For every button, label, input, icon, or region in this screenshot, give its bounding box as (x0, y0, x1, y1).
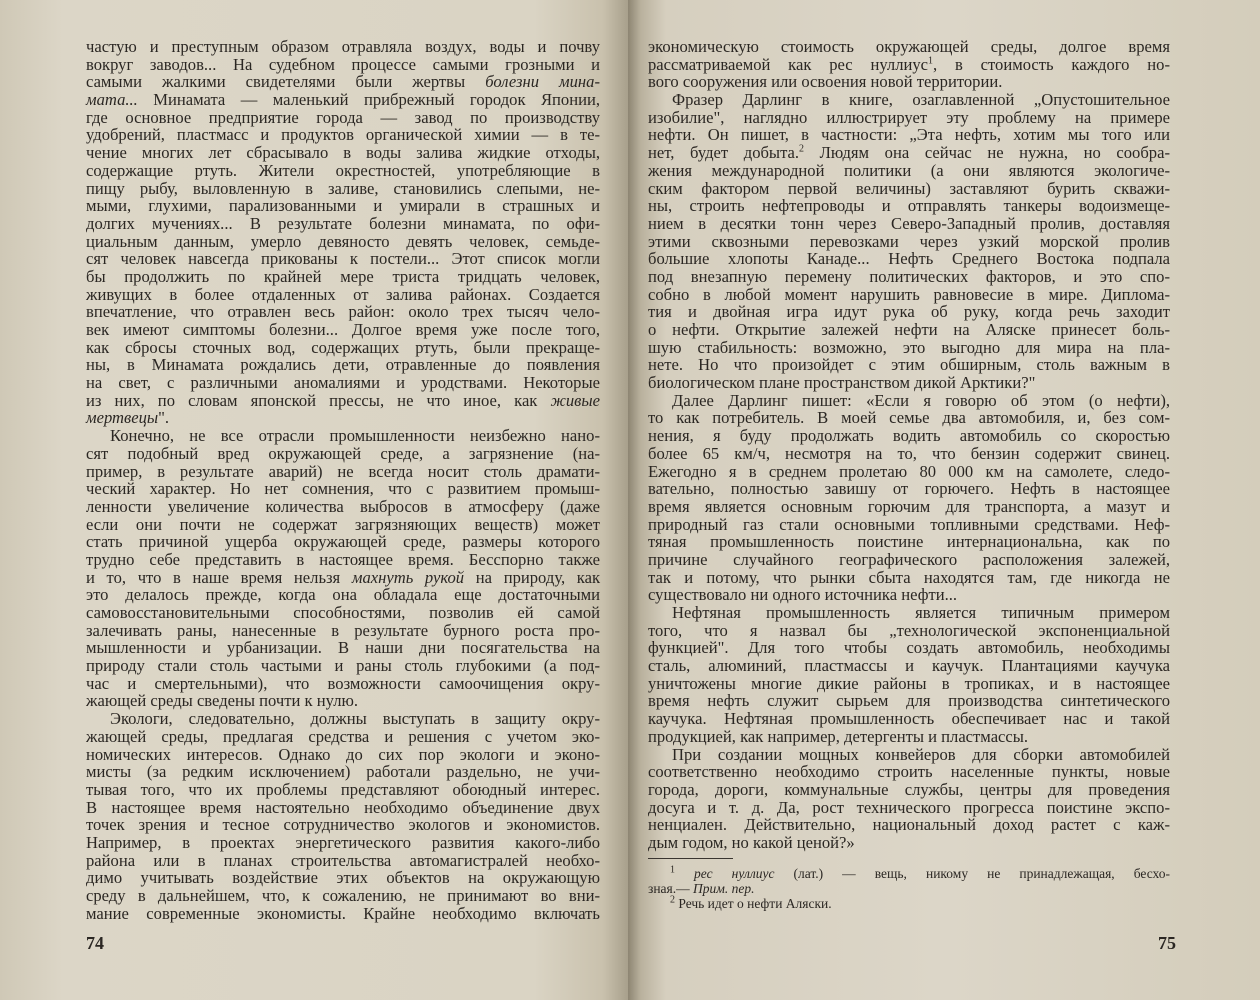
text-run: залечивать раны, нанесенные в результате бурного роста про- (86, 620, 600, 640)
text-run: нет, будет добыта. (648, 143, 800, 163)
text-run: экономическую стоимость окружающей среды, долгое время (648, 37, 1170, 56)
text-run: сят человек навсегда прикованы к постели... Этот список могли (86, 249, 600, 269)
text-line (648, 710, 1170, 728)
text-line (648, 409, 1170, 427)
text-run: и то, что в наше время нельзя (86, 567, 352, 587)
text-run: мышленности и урбанизации. В наши дни посягательства на (86, 638, 600, 658)
text-run: соответственно необходимо строить населенные пункты, новые (648, 762, 1170, 782)
text-line (648, 586, 1170, 604)
text-line (86, 356, 600, 374)
text-line (86, 516, 600, 534)
footnote-1-term: рес нуллиус (694, 866, 775, 881)
text-run: Далее Дарлинг пишет: «Если я говорю об этом (о нефти), (672, 390, 1170, 410)
text-line (86, 56, 600, 74)
text-run: продукцией, как например, детергенты и пластмассы. (648, 726, 1029, 746)
text-line (86, 339, 600, 357)
text-line (648, 144, 1170, 162)
footnote-ref: 2 (799, 143, 805, 155)
text-run: время является основным горючим для транспорта, а мазут и (648, 496, 1170, 516)
text-run: время нефть служит сырьем для производства синтетического (648, 691, 1170, 711)
text-line (86, 321, 600, 339)
text-line (648, 109, 1170, 127)
text-line (648, 286, 1170, 304)
text-line (86, 781, 600, 799)
text-line (648, 374, 1170, 392)
text-line (86, 180, 600, 198)
text-line (86, 233, 600, 251)
footnote-1-text: (лат.) — вещь, никому не принадлежащая, бесхо- (774, 866, 1171, 881)
text-run: досуга и т. д. Да, рост технического прогресса поистине экспо- (648, 797, 1170, 817)
text-run: изобилие", наглядно иллюстрирует эту проблему на примере (648, 107, 1170, 127)
text-run: уничтожены многие дикие районы в тропиках, и в настоящее (648, 673, 1170, 693)
text-line (648, 675, 1170, 693)
text-run: жения международной политики (а они являются экологиче- (648, 160, 1170, 180)
text-line (648, 233, 1170, 251)
italic-text: мата... (86, 90, 138, 110)
text-run: это делалось прежде, когда она обладала еще достаточными (86, 585, 600, 605)
text-line (86, 286, 600, 304)
text-run: ". (158, 408, 170, 428)
text-line (86, 445, 600, 463)
text-line (648, 73, 1170, 91)
text-line (86, 91, 600, 109)
text-line (86, 816, 600, 834)
text-line (86, 586, 600, 604)
text-run: среду в дальнейшем, что, к сожалению, не принимают во вни- (86, 886, 600, 905)
text-run: района или в планах строительства автомагистралей необхо- (86, 850, 600, 870)
text-run: номических интересов. Однако до сих пор экологи и эконо- (86, 744, 600, 764)
text-line (86, 126, 600, 144)
text-line (648, 162, 1170, 180)
text-run: вательно, полностью завишу от горючего. Нефть в настоящее (648, 479, 1170, 499)
text-run: большие хлопоты Канаде... Нефть Среднего Востока подпала (648, 249, 1170, 269)
text-run: рассматриваемой как рес нуллиус (648, 54, 929, 74)
text-run: пищу рыбу, выловленную в заливе, становились слепыми, не- (86, 178, 600, 198)
text-line (648, 197, 1170, 215)
text-line (86, 728, 600, 746)
text-line (86, 374, 600, 392)
text-run: тывая того, что их проблемы представляют обоюдный интерес. (86, 779, 600, 799)
text-run: Фразер Дарлинг в книге, озаглавленной „Опустошительное (672, 90, 1170, 110)
text-line (648, 604, 1170, 622)
text-run: жающей среды, предлагая средства и решения с учетом эко- (86, 726, 600, 746)
text-line (648, 303, 1170, 321)
text-run: ческий характер. Но нет сомнения, что с развитием промыш- (86, 479, 600, 499)
text-run: природу стали столь частыми и раны столь глубокими (а под- (86, 656, 600, 676)
footnote-1-note: Прим. пер. (693, 881, 755, 896)
text-run: тия и двойная игра идут рука об руку, когда речь заходит (648, 302, 1170, 322)
text-line (648, 91, 1170, 109)
text-run: циальным данным, умерло девяносто девять человек, семьде- (86, 231, 600, 251)
text-line (648, 480, 1170, 498)
text-line (86, 427, 600, 445)
text-line (648, 781, 1170, 799)
footnote-divider (648, 858, 733, 859)
text-run: сталь, алюминий, пластмассы и каучук. Плантациями каучука (648, 656, 1170, 676)
text-run: Нефтяная промышленность является типичным примером (672, 603, 1170, 622)
text-run: бы продолжить по крайней мере триста тридцать человек, (86, 266, 600, 286)
text-run: вокруг заводов... На судебном процессе самыми грозными и (86, 54, 600, 74)
text-line (86, 250, 600, 268)
text-line (648, 180, 1170, 198)
text-run: из них, по словам японской прессы, не что иное, как (86, 390, 551, 410)
text-run: ленности увеличение количества выбросов в атмосферу (даже (86, 496, 600, 516)
text-line (648, 38, 1170, 56)
footnote-2-mark: 2 (670, 894, 675, 906)
text-run: если они почти не содержат загрязняющих веществ) может (86, 514, 600, 534)
text-run: сят подобный вред окружающей среде, а загрязнение (на- (86, 443, 600, 463)
text-run: В настоящее время настоятельно необходимо объединение двух (86, 797, 600, 817)
text-line (648, 516, 1170, 534)
text-line (86, 73, 600, 91)
text-line (86, 268, 600, 286)
text-run: мание современные экономисты. Крайне необходимо включать (86, 903, 600, 923)
text-run: того, что я назвал бы „технологической экспоненциальной (648, 620, 1170, 640)
text-line (86, 639, 600, 657)
text-line (648, 392, 1170, 410)
italic-text: живые (550, 390, 600, 410)
text-line (86, 303, 600, 321)
text-run: тяная промышленность поистине интернациональна, как по (648, 532, 1170, 552)
left-page-text (86, 38, 600, 922)
text-run: шую стабильность: возможно, это выгодно для мира на пла- (648, 337, 1170, 357)
text-line (648, 215, 1170, 233)
text-run: то как потребитель. В моей семье два автомобиля, и, без сом- (648, 408, 1170, 428)
text-run: ны, в Минамата рождались дети, отравленные до появления (86, 355, 600, 375)
text-run: под внезапную перемену политических факторов, и это спо- (648, 266, 1170, 286)
text-line (86, 675, 600, 693)
text-run: Например, в проектах энергетического развития какого-либо (86, 832, 600, 852)
text-line (86, 799, 600, 817)
text-run: долгих мучениях... В результате болезни минамата, по офи- (86, 213, 600, 233)
text-line (648, 463, 1170, 481)
text-run: так и потому, что рынки сбыта находятся там, где никогда не (648, 567, 1170, 587)
text-line (86, 197, 600, 215)
text-line (648, 321, 1170, 339)
text-run: на свет, с различными аномалиями и уродствами. Некоторые (86, 373, 600, 393)
text-line (86, 38, 600, 56)
text-line (86, 604, 600, 622)
italic-text: болезни мина- (485, 72, 600, 92)
italic-text: махнуть рукой (351, 567, 465, 587)
text-line (648, 763, 1170, 781)
text-run: мисты (за редким исключением) работали раздельно, не учи- (86, 762, 600, 782)
text-run: как сбросы сточных вод, содержащих ртуть, были прекраще- (86, 337, 600, 357)
text-line (648, 692, 1170, 710)
text-line (648, 551, 1170, 569)
text-line (86, 869, 600, 887)
text-run: на природу, как (464, 567, 601, 587)
text-line (86, 392, 600, 410)
text-line (86, 763, 600, 781)
text-run: более 65 км/ч, несмотря на то, что бензин содержит свинец. (648, 443, 1170, 463)
text-run: ненциален. Действительно, национальный доход растет с каж- (648, 815, 1170, 835)
footnote-1-mark: 1 (670, 864, 675, 876)
footnote-1 (648, 866, 1170, 881)
text-line (86, 692, 600, 710)
text-line (648, 56, 1170, 74)
text-run: Экологи, следовательно, должны выступать в защиту окру- (110, 709, 600, 729)
text-run: чение многих лет сбрасывало в воды залива жидкие отходы, (86, 143, 600, 163)
text-line (86, 480, 600, 498)
text-line (86, 162, 600, 180)
text-line (86, 657, 600, 675)
text-run: самыми жалкими свидетелями были жертвы (86, 72, 486, 92)
text-run: нием в десятки тонн через Северо-Западный пролив, доставляя (648, 213, 1170, 233)
italic-text: мертвецы (86, 408, 159, 428)
text-run: Ежегодно я в среднем пролетаю 80 000 км на самолете, следо- (648, 461, 1170, 481)
text-run: пример, в результате аварий) не всегда носит столь драмати- (86, 461, 600, 481)
footnote-ref: 1 (928, 55, 934, 67)
text-run: мыми, глухими, парализованными и умирали в страшных и (86, 196, 600, 216)
text-run: природный газ стали основными топливными средствами. Неф- (648, 514, 1170, 534)
text-run: удобрений, пластмасс и продуктов органической химии — в те- (86, 125, 600, 145)
text-run: , в стоимость каждого но- (933, 54, 1170, 74)
text-run: нефти. Он пишет, в частности: „Эта нефть, хотим мы того или (648, 125, 1170, 145)
text-run: содержащие ртуть. Жители окрестностей, употребляющие в (86, 160, 600, 180)
text-line (86, 463, 600, 481)
text-run: этими сквозными перевозками через узкий морской пролив (648, 231, 1170, 251)
text-run: нете. Но что произойдет с этим обширным, столь важным в (648, 355, 1170, 375)
text-run: существовало ни одного источника нефти... (648, 585, 958, 605)
text-line (648, 834, 1170, 852)
text-line (86, 551, 600, 569)
page-number-left: 74 (86, 933, 104, 953)
text-line (648, 445, 1170, 463)
text-line (648, 746, 1170, 764)
page-number-right: 75 (1158, 933, 1176, 953)
text-line (648, 427, 1170, 445)
text-line (648, 250, 1170, 268)
text-line (648, 533, 1170, 551)
text-run: ским фактором первой величины) заставляют бурить скважи- (648, 178, 1170, 198)
text-run: час и смертельными), что возможности самоочищения окру- (86, 673, 600, 693)
text-run: Минамата — маленький прибрежный городок Японии, (137, 90, 600, 110)
text-line (648, 728, 1170, 746)
text-run: вого сооружения или освоения новой территории. (648, 72, 1003, 92)
text-run: собно в любой момент нарушить равновесие в мире. Диплома- (648, 284, 1170, 304)
text-line (648, 816, 1170, 834)
text-line (86, 622, 600, 640)
text-run: жающей среды сведены почти к нулю. (86, 691, 359, 711)
text-run: самовосстановительными способностями, позволив ей самой (86, 603, 600, 622)
text-run: впечатление, что отравлен весь район: около трех тысяч чело- (86, 302, 600, 322)
text-line (86, 409, 600, 427)
text-line (86, 905, 600, 923)
text-line (86, 569, 600, 587)
right-page-text (648, 38, 1170, 852)
text-line (648, 498, 1170, 516)
text-run: стать причиной ущерба окружающей среде, размеры которого (86, 532, 600, 552)
text-line (86, 109, 600, 127)
text-run: димо учитывать воздействие этих объектов на окружающую (86, 868, 600, 888)
text-line (648, 339, 1170, 357)
text-run: век имеют симптомы болезни... Долгое время уже после того, (86, 320, 600, 339)
text-run: точек зрения и тесное сотрудничество экологов и экономистов. (86, 815, 600, 835)
text-run: При создании мощных конвейеров для сборки автомобилей (672, 744, 1170, 764)
text-line (86, 746, 600, 764)
text-line (86, 834, 600, 852)
text-line (648, 356, 1170, 374)
text-run: каучука. Нефтяная промышленность обеспечивает нас и такой (648, 709, 1170, 729)
footnote-2-text: Речь идет о нефти Аляски. (675, 896, 832, 911)
text-run: функцией". Для того чтобы создать автомобиль, необходимы (648, 638, 1170, 658)
text-run: нения, я буду продолжать водить автомобиль со скоростью (648, 426, 1170, 446)
text-line (86, 533, 600, 551)
text-line (648, 639, 1170, 657)
text-run: живущих в более отдаленных от залива районах. Создается (86, 284, 600, 304)
footnote-1-cont-text: зная.— (648, 881, 694, 896)
text-run: Людям она сейчас не нужна, но сообра- (804, 143, 1170, 163)
text-run: биологическом плане пространством дикой Арктики?" (648, 373, 1036, 393)
text-run: причине случайного географического расположения залежей, (648, 549, 1170, 569)
text-line (86, 852, 600, 870)
text-run: ны, строить нефтепроводы и отправлять танкеры водоизмеще- (648, 196, 1170, 216)
text-run: частую и преступным образом отравляла воздух, воды и почву (86, 37, 600, 56)
text-line (86, 144, 600, 162)
text-line (648, 569, 1170, 587)
text-line (648, 622, 1170, 640)
text-run: где основное предприятие города — завод по производству (86, 107, 600, 127)
footnote-1-continued (648, 881, 1170, 896)
left-page (0, 0, 628, 1000)
text-line (648, 799, 1170, 817)
text-line (86, 215, 600, 233)
text-run: о нефти. Открытие залежей нефти на Аляске принесет боль- (648, 320, 1170, 339)
text-line (86, 498, 600, 516)
footnote-2 (648, 896, 1192, 911)
text-line (86, 710, 600, 728)
text-run: города, дороги, коммунальные службы, центры для проведения (648, 779, 1170, 799)
text-line (648, 268, 1170, 286)
text-line (648, 126, 1170, 144)
text-run: Конечно, не все отрасли промышленности неизбежно нано- (110, 426, 600, 446)
text-line (86, 887, 600, 905)
text-run: дым годом, но какой ценой?» (648, 832, 855, 852)
text-run: трудно себе представить в настоящее время. Бесспорно также (86, 549, 600, 569)
text-line (648, 657, 1170, 675)
right-page (628, 0, 1260, 1000)
